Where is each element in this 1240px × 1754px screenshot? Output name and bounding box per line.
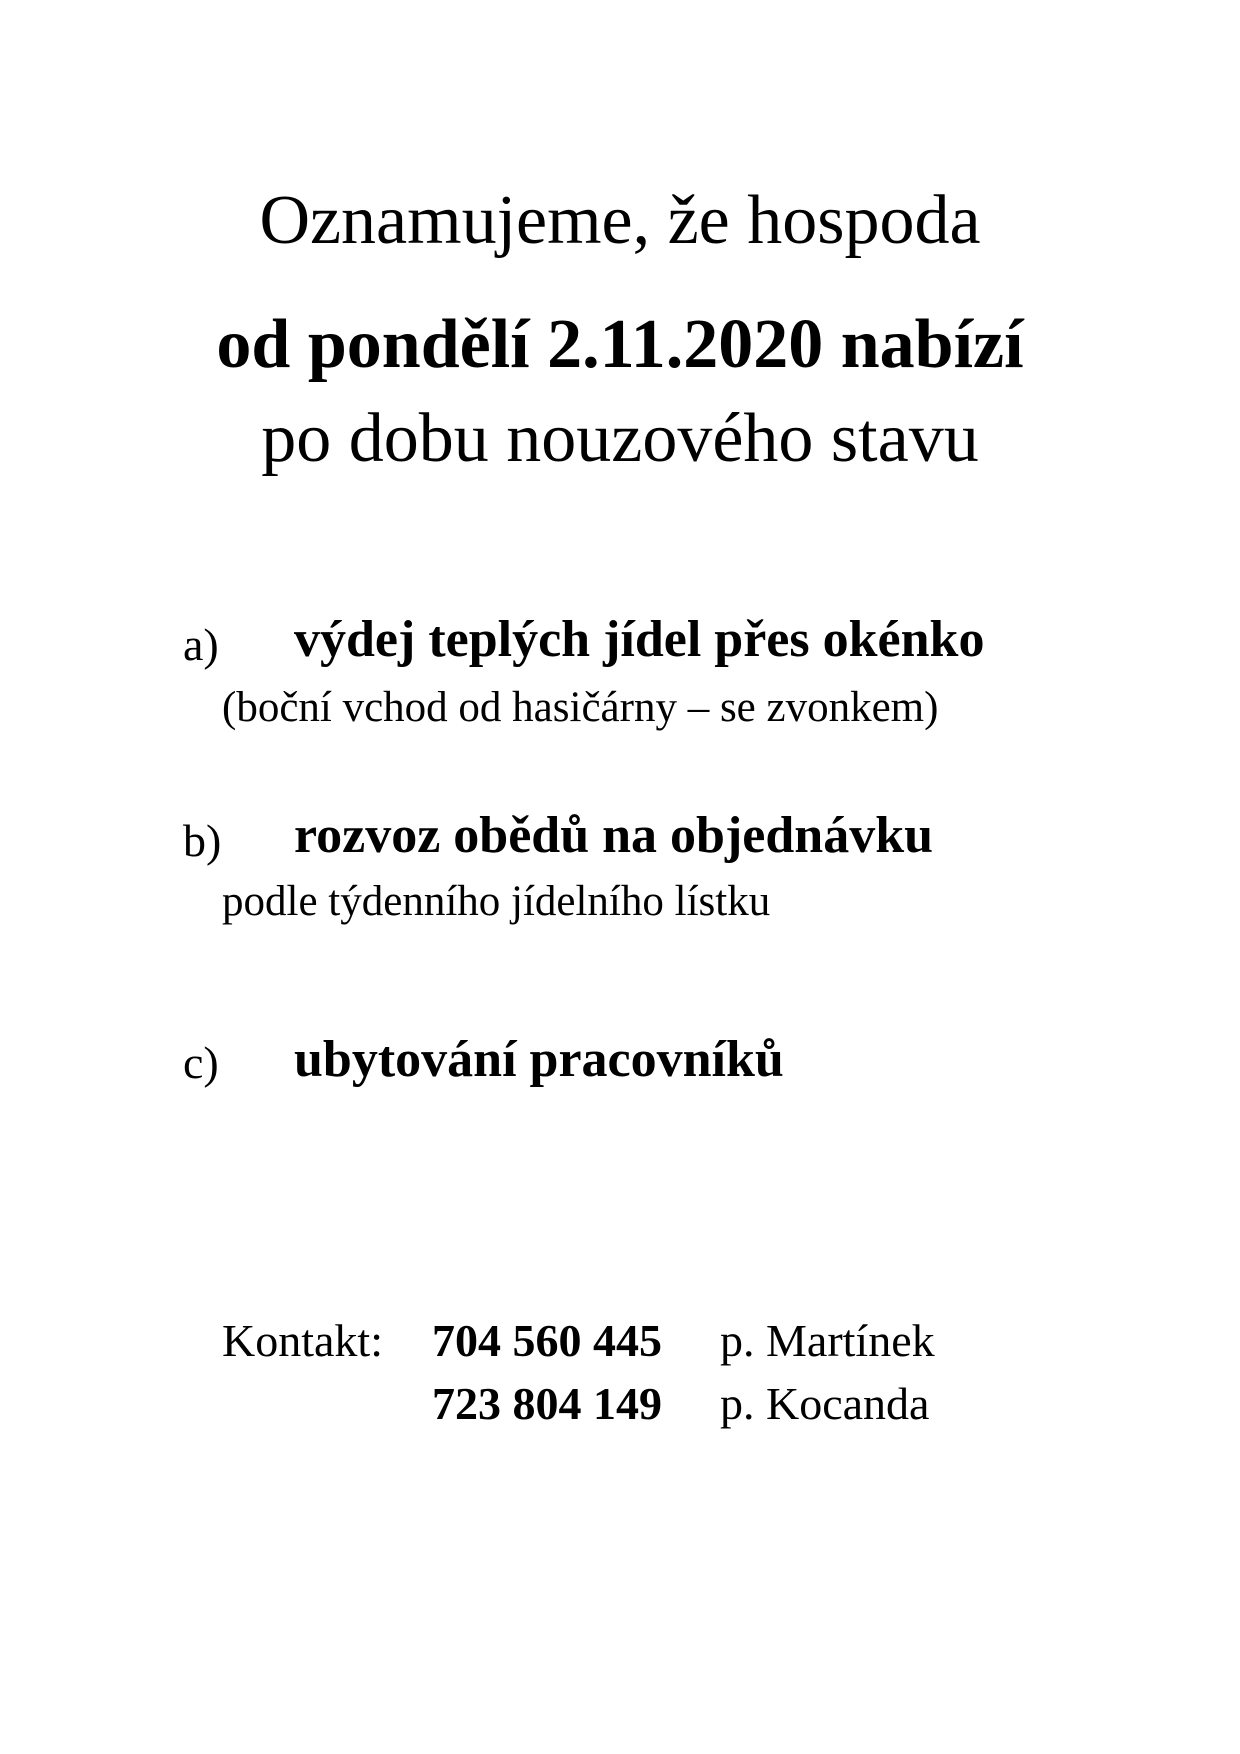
contact-phone-1: 704 560 445 (432, 1315, 662, 1366)
heading-line-3: po dobu nouzového stavu (261, 400, 979, 477)
heading-line-1: Oznamujeme, že hospoda (259, 182, 981, 259)
item-subtitle-a: (boční vchod od hasičárny – se zvonkem) (222, 684, 939, 731)
contact-phone-2: 723 804 149 (432, 1378, 662, 1429)
item-title-c: ubytování pracovníků (294, 1031, 784, 1088)
item-title-b: rozvoz obědů na objednávku (294, 807, 934, 864)
heading-line-2: od pondělí 2.11.2020 nabízí (216, 306, 1024, 383)
item-marker-b: b) (183, 815, 222, 866)
item-title-a: výdej teplých jídel přes okénko (294, 611, 985, 668)
item-subtitle-b: podle týdenního jídelního lístku (222, 878, 771, 925)
item-marker-a: a) (183, 619, 219, 670)
contact-label: Kontakt: (222, 1315, 383, 1366)
contact-name-1: p. Martínek (720, 1315, 935, 1366)
item-marker-c: c) (183, 1037, 219, 1088)
contact-name-2: p. Kocanda (720, 1378, 930, 1429)
